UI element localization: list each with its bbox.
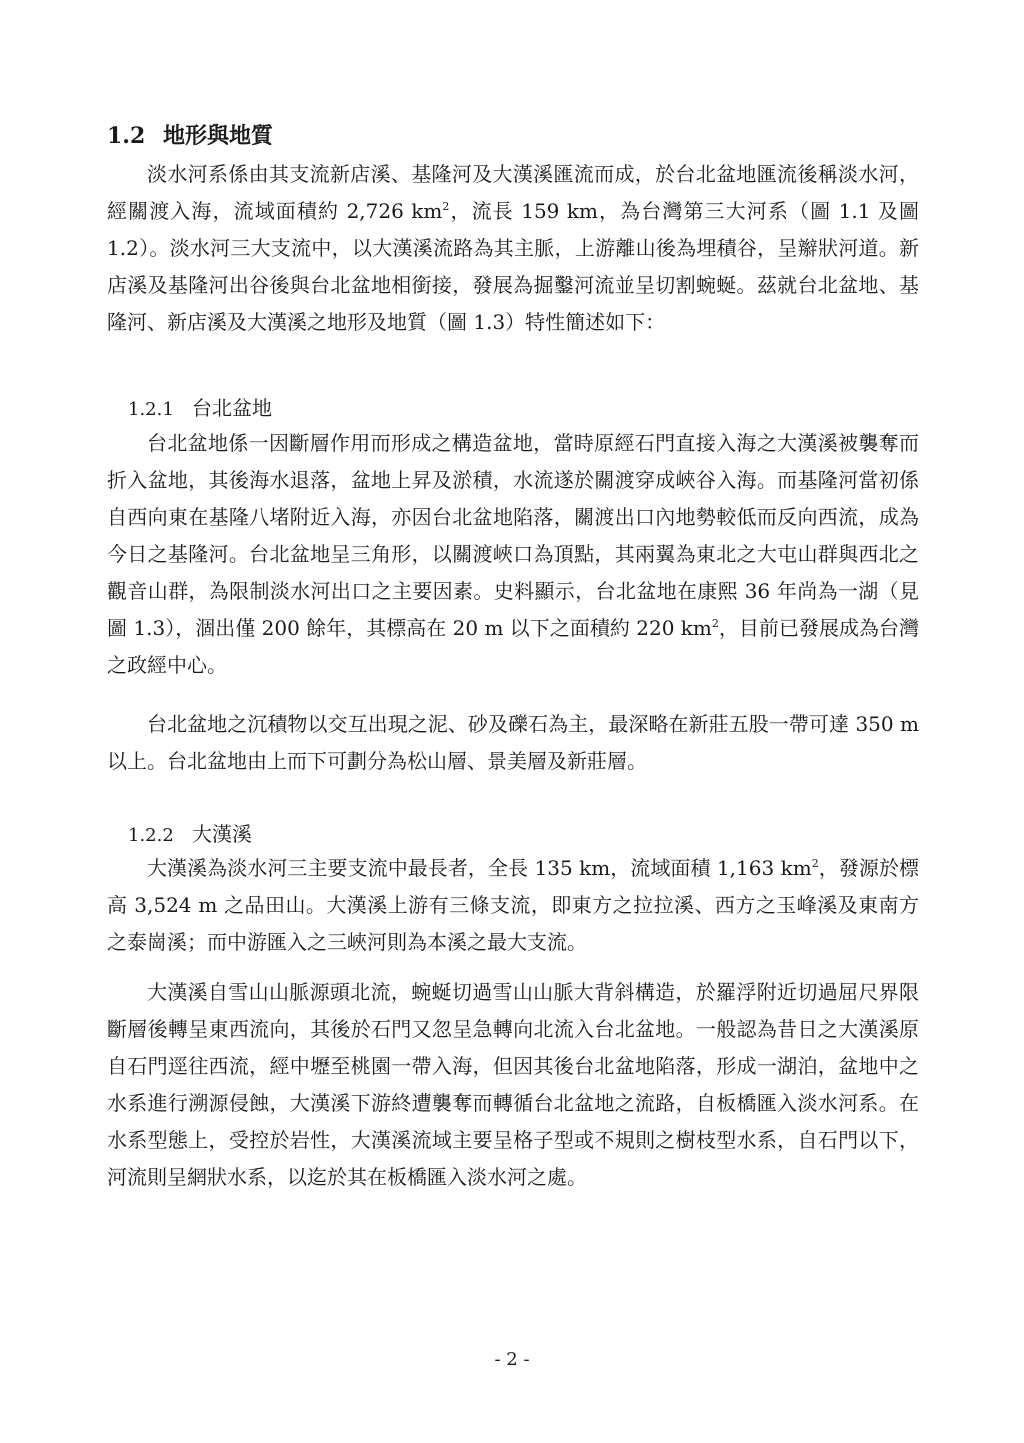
subsection-title: 台北盆地 (192, 396, 272, 420)
paragraph-text: ，目前已發展成為台灣之政經中心。 (107, 616, 920, 677)
superscript: 2 (811, 857, 819, 870)
paragraph-text: ，流長 159 km，為台灣第三大河系（圖 1.1 及圖 1.2）。淡水河三大支流中，以大漢溪流路為其主脈，上游離山後為埋積谷，呈辮狀河道。新店溪及基隆河出谷後與台北盆地相銜接，發展為掘鑿河流並呈切割蜿蜒。茲就台北盆地、基隆河、新店溪及大漢溪之地形及地質（圖 1.3）特性簡述如下： (107, 199, 919, 334)
dahan-creek-paragraph-2: 大漢溪自雪山山脈源頭北流，蜿蜒切過雪山山脈大背斜構造，於羅浮附近切過屈尺界限斷層後轉呈東西流向，其後於石門又忽呈急轉向北流入台北盆地。一般認為昔日之大漢溪原自石門逕往西流，經中壢至桃園一帶入海，但因其後台北盆地陷落，形成一湖泊，盆地中之水系進行溯源侵蝕，大漢溪下游終遭襲奪而轉循台北盆地之流路，自板橋匯入淡水河系。在水系型態上，受控於岩性，大漢溪流域主要呈格子型或不規則之樹枝型水系，自石門以下，河流則呈網狀水系，以迄於其在板橋匯入淡水河之處。 (107, 980, 919, 1189)
taipei-basin-paragraph-2: 台北盆地之沉積物以交互出現之泥、砂及礫石為主，最深略在新莊五股一帶可達 350 m 以上。台北盆地由上而下可劃分為松山層、景美層及新莊層。 (107, 712, 919, 773)
subsection-heading-taipei-basin (128, 392, 272, 421)
subsection-number: 1.2.2 (128, 825, 174, 846)
superscript: 2 (711, 617, 719, 630)
section-intro-paragraph (107, 156, 919, 341)
subsection-title: 大漢溪 (192, 822, 252, 846)
taipei-basin-paragraph-1 (107, 425, 919, 684)
superscript: 2 (442, 200, 450, 213)
dahan-creek-paragraph-1 (107, 850, 919, 961)
page-number: - 2 - (494, 1349, 530, 1370)
section-number: 1.2 (107, 123, 146, 149)
subsection-heading-dahan-creek (128, 818, 252, 847)
section-heading (107, 119, 273, 150)
paragraph-text: ，發源於標高 3,524 m 之品田山。大漢溪上游有三條支流，即東方之拉拉溪、西方之玉峰溪及東南方之泰崗溪；而中游匯入之三峽河則為本溪之最大支流。 (107, 856, 920, 954)
paragraph-text: 大漢溪為淡水河三主要支流中最長者，全長 135 km，流域面積 1,163 km (147, 856, 812, 880)
paragraph-text: 台北盆地係一因斷層作用而形成之構造盆地，當時原經石門直接入海之大漢溪被襲奪而折入盆地，其後海水退落，盆地上昇及淤積，水流遂於關渡穿成峽谷入海。而基隆河當初係自西向東在基隆八堵附近入海，亦因台北盆地陷落，關渡出口內地勢較低而反向西流，成為今日之基隆河。台北盆地呈三角形，以關渡峽口為頂點，其兩翼為東北之大屯山群與西北之觀音山群，為限制淡水河出口之主要因素。史料顯示，台北盆地在康熙 36 年尚為一湖（見圖 1.3），涸出僅 200 餘年，其標高在 20 m 以下之面積約 220 km (107, 431, 919, 640)
section-title: 地形與地質 (163, 123, 274, 149)
subsection-number: 1.2.1 (128, 399, 174, 420)
paragraph-text: 淡水河系係由其支流新店溪、基隆河及大漢溪匯流而成，於台北盆地匯流後稱淡水河，經關渡入海，流域面積約 2,726 km (107, 162, 919, 223)
